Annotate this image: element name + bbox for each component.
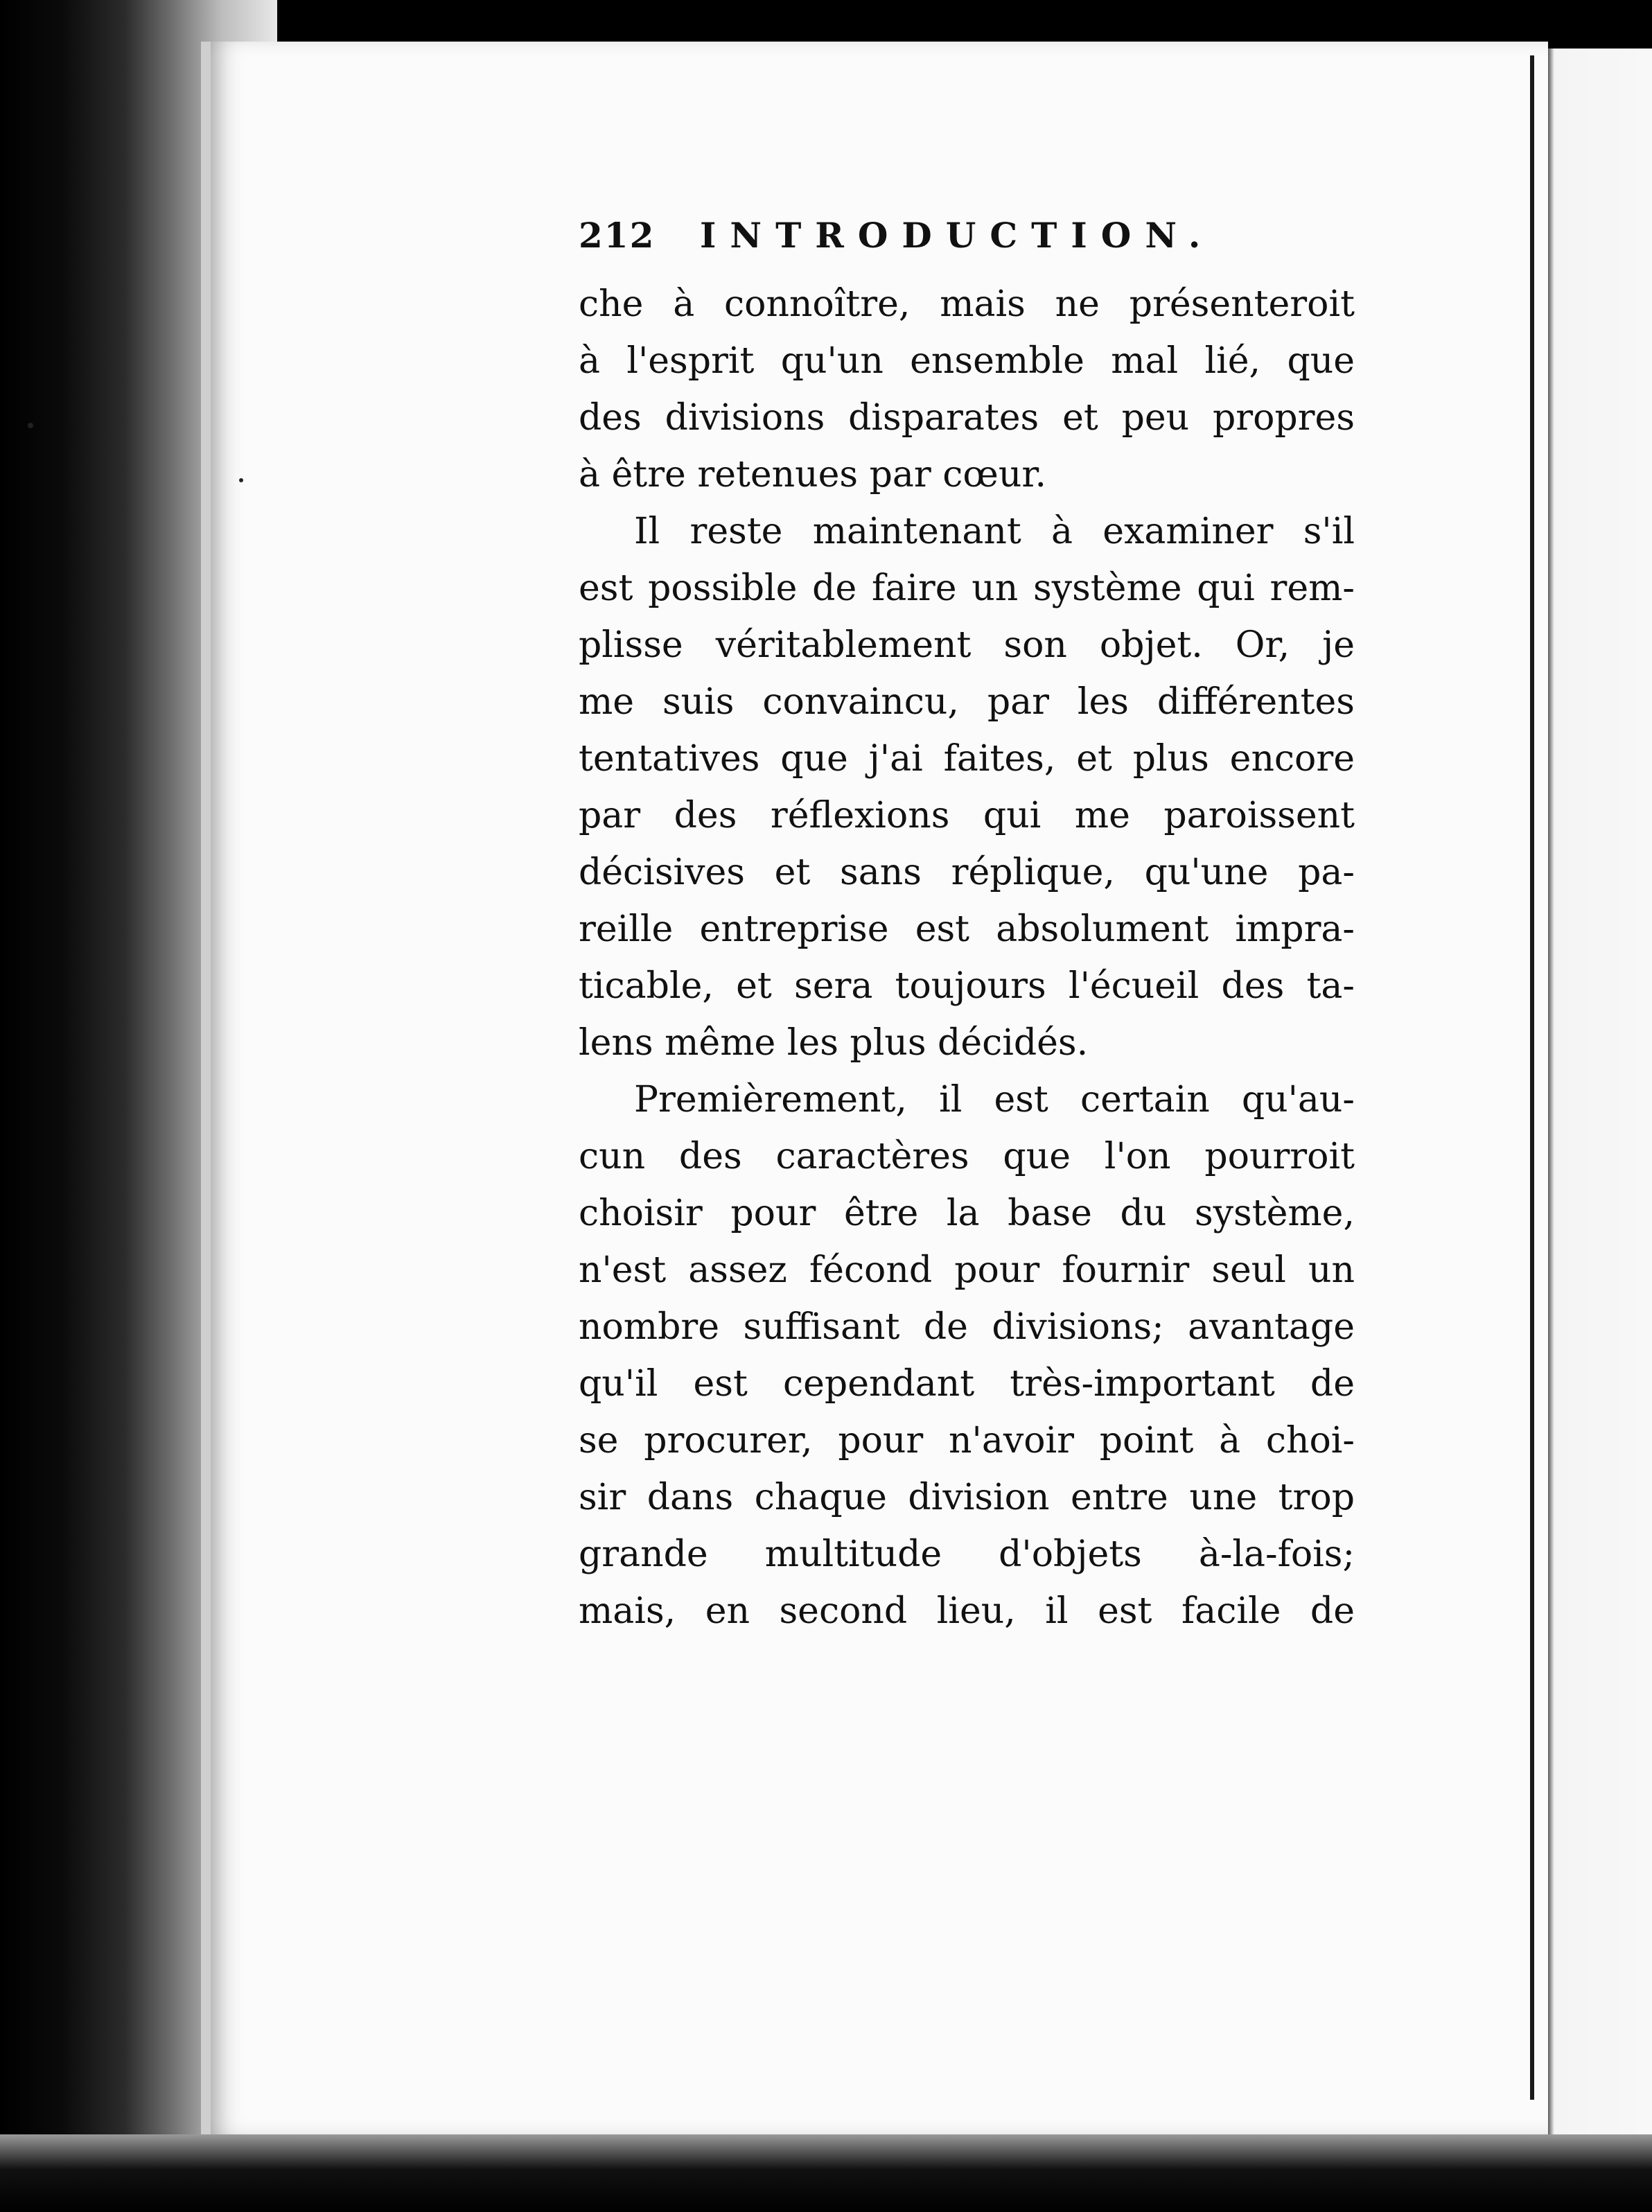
text-block <box>579 215 1355 1640</box>
text-line: Il reste maintenant à examiner s'il <box>634 511 1355 552</box>
text-line: grande multitude d'objets à-la-fois; <box>579 1534 1355 1575</box>
text-line: nombre suffisant de divisions; avantage <box>579 1306 1355 1348</box>
text-line: se procurer, pour n'avoir point à choi- <box>579 1420 1355 1462</box>
running-head <box>579 215 1355 270</box>
page-number: 212 <box>579 215 656 256</box>
text-line: Premièrement, il est certain qu'au- <box>634 1079 1355 1121</box>
scan-speck <box>28 423 33 428</box>
text-line: mais, en second lieu, il est facile de <box>579 1590 1355 1632</box>
text-line: reille entreprise est absolument impra- <box>579 909 1355 950</box>
text-line: qu'il est cependant très-important de <box>579 1363 1355 1405</box>
text-line: che à connoître, mais ne présenteroit <box>579 283 1355 325</box>
text-line: n'est assez fécond pour fournir seul un <box>579 1249 1355 1291</box>
text-line: ticable, et sera toujours l'écueil des ta- <box>579 965 1355 1007</box>
text-line: lens même les plus décidés. <box>579 1022 1089 1064</box>
text-line: cun des caractères que l'on pourroit <box>579 1136 1355 1177</box>
text-line: des divisions disparates et peu propres <box>579 397 1355 439</box>
scan-bottom-border <box>0 2134 1652 2212</box>
text-line: tentatives que j'ai faites, et plus encore <box>579 738 1355 780</box>
text-line: par des réflexions qui me paroissent <box>579 795 1355 836</box>
text-line: choisir pour être la base du système, <box>579 1193 1355 1234</box>
text-line: à être retenues par cœur. <box>579 454 1047 495</box>
text-line: plisse véritablement son objet. Or, je <box>579 624 1355 666</box>
text-line: décisives et sans réplique, qu'une pa- <box>579 852 1355 893</box>
text-line: à l'esprit qu'un ensemble mal lié, que <box>579 340 1355 382</box>
page-gutter-line <box>1530 55 1534 2100</box>
text-line: est possible de faire un système qui rem- <box>579 568 1355 609</box>
text-line: sir dans chaque division entre une trop <box>579 1477 1355 1518</box>
text-line: me suis convaincu, par les différentes <box>579 681 1355 723</box>
scan-speck <box>239 478 243 482</box>
running-title: INTRODUCTION. <box>700 215 1215 256</box>
facing-page-edge <box>1538 49 1652 2134</box>
